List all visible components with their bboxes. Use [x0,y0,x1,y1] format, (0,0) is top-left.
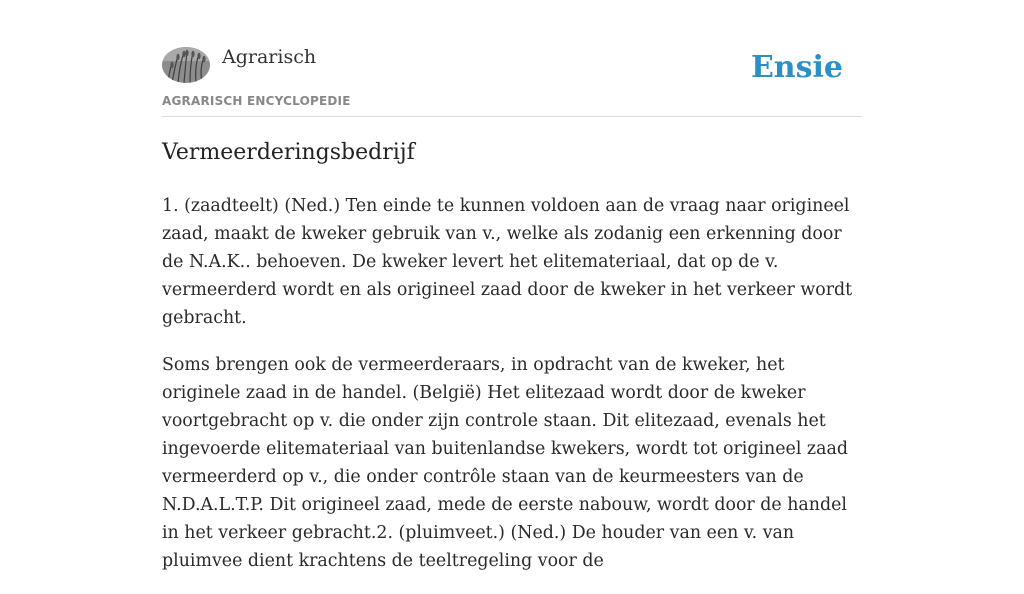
wheat-icon [162,47,210,83]
header [162,0,862,117]
paragraph: Soms brengen ook de vermeerderaars, in opdracht van de kweker, het originele zaad in de handel. (België) Het elitezaad wordt door de kweker voortgebracht op v. die onder zijn controle staan. Dit elitezaad, evenals het ingevoerde elitemateriaal van buitenlandse kwekers, wordt tot origineel zaad vermeerderd op v., die onder contrôle staan van de keurmeesters van de N.D.A.L.T.P. Dit origineel zaad, mede de eerste nabouw, wordt door de handel in het verkeer gebracht.2. (pluimveet.) (Ned.) De houder van een v. van pluimvee dient krachtens de teeltregeling voor de [162,355,848,571]
source-logo[interactable] [162,47,210,83]
page [162,0,862,571]
paragraph: 1. (zaadteelt) (Ned.) Ten einde te kunnen voldoen aan de vraag naar origineel zaad, maakt de kweker gebruik van v., welke als zodanig een erkenning door de N.A.K.. behoeven. De kweker levert het elitemateriaal, dat op de v. vermeerderd wordt en als origineel zaad door de kweker in het verkeer wordt gebracht. [162,196,853,328]
page-title: Vermeerderingsbedrijf [162,140,415,165]
brand-logo[interactable]: Ensie [750,50,843,85]
source-name[interactable]: Agrarisch [222,46,317,68]
article-body [162,192,862,594]
source-subtitle: AGRARISCH ENCYCLOPEDIE [162,94,351,108]
